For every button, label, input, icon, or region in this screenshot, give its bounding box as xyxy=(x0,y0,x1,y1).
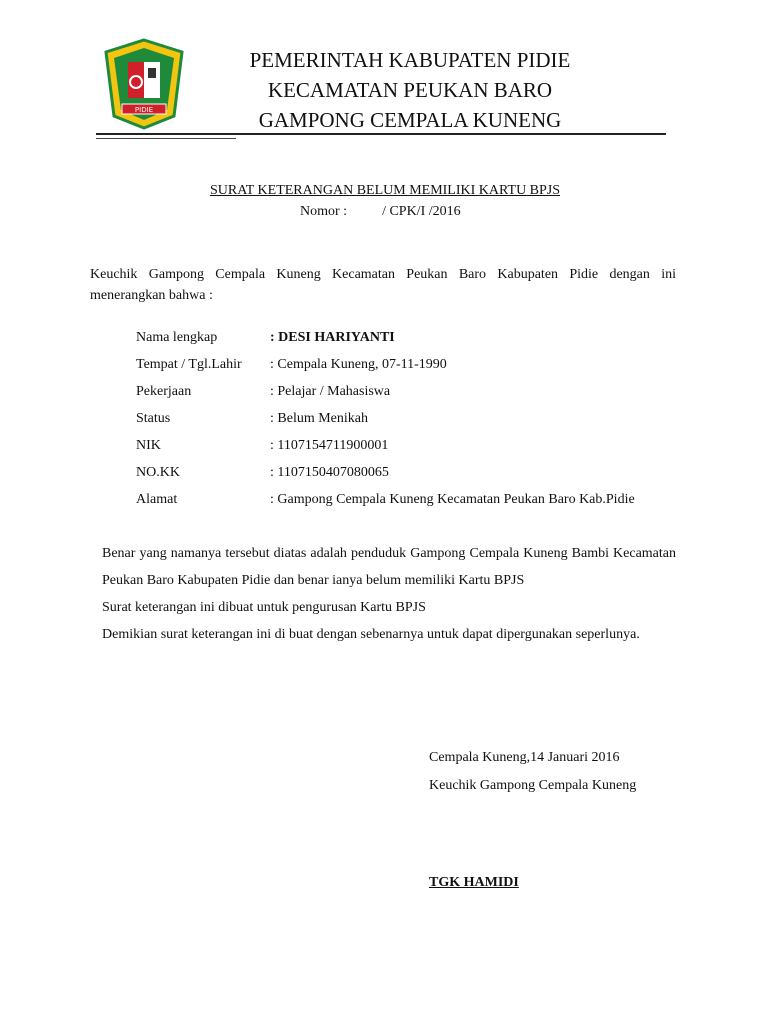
field-value-kk: : 1107150407080065 xyxy=(270,465,389,480)
field-value-birth: : Cempala Kuneng, 07-11-1990 xyxy=(270,357,447,372)
letterhead-district: KECAMATAN PEUKAN BARO xyxy=(267,78,553,102)
letterhead-government: PEMERINTAH KABUPATEN PIDIE xyxy=(249,48,571,72)
letterhead-divider-thin xyxy=(96,138,236,139)
field-label-birth: Tempat / Tgl.Lahir xyxy=(136,357,242,372)
letter-number-label: Nomor : xyxy=(300,204,348,219)
field-label-nik: NIK xyxy=(136,438,161,453)
field-value-name: : DESI HARIYANTI xyxy=(270,330,395,345)
field-value-occupation: : Pelajar / Mahasiswa xyxy=(270,384,391,399)
letter-number-value: / CPK/I /2016 xyxy=(382,204,461,219)
closing-paragraph-1: Benar yang namanya tersebut diatas adalah penduduk Gampong Cempala Kuneng Bambi Kecamatan Peukan Baro Kabupaten Pidie dan benar ianya belum memiliki Kartu BPJS xyxy=(102,546,676,588)
letter-number xyxy=(300,204,461,220)
signature-position: Keuchik Gampong Cempala Kuneng xyxy=(429,778,637,793)
pidie-emblem-icon xyxy=(104,38,184,130)
signature-name: TGK HAMIDI xyxy=(429,875,519,890)
field-value-address: : Gampong Cempala Kuneng Kecamatan Peukan Baro Kab.Pidie xyxy=(270,492,635,507)
closing-paragraph-3: Demikian surat keterangan ini di buat dengan sebenarnya untuk dapat dipergunakan seperlunya. xyxy=(102,627,640,642)
field-label-address: Alamat xyxy=(136,492,178,507)
field-label-kk: NO.KK xyxy=(136,465,180,480)
logo-text: PIDIE xyxy=(134,106,154,114)
letterhead-village: GAMPONG CEMPALA KUNENG xyxy=(258,108,562,132)
closing-paragraph-2: Surat keterangan ini dibuat untuk pengurusan Kartu BPJS xyxy=(102,600,426,615)
field-label-occupation: Pekerjaan xyxy=(136,384,192,399)
field-label-name: Nama lengkap xyxy=(136,330,218,345)
regency-logo xyxy=(104,38,184,130)
field-value-status: : Belum Menikah xyxy=(270,411,368,426)
field-label-status: Status xyxy=(136,411,171,426)
intro-paragraph: Keuchik Gampong Cempala Kuneng Kecamatan Peukan Baro Kabupaten Pidie dengan ini menerangkan bahwa : xyxy=(90,267,676,303)
letter-title: SURAT KETERANGAN BELUM MEMILIKI KARTU BPJS xyxy=(209,183,561,198)
letterhead-divider xyxy=(96,133,666,135)
field-value-nik: : 1107154711900001 xyxy=(270,438,389,453)
signature-place-date: Cempala Kuneng,14 Januari 2016 xyxy=(429,750,620,765)
